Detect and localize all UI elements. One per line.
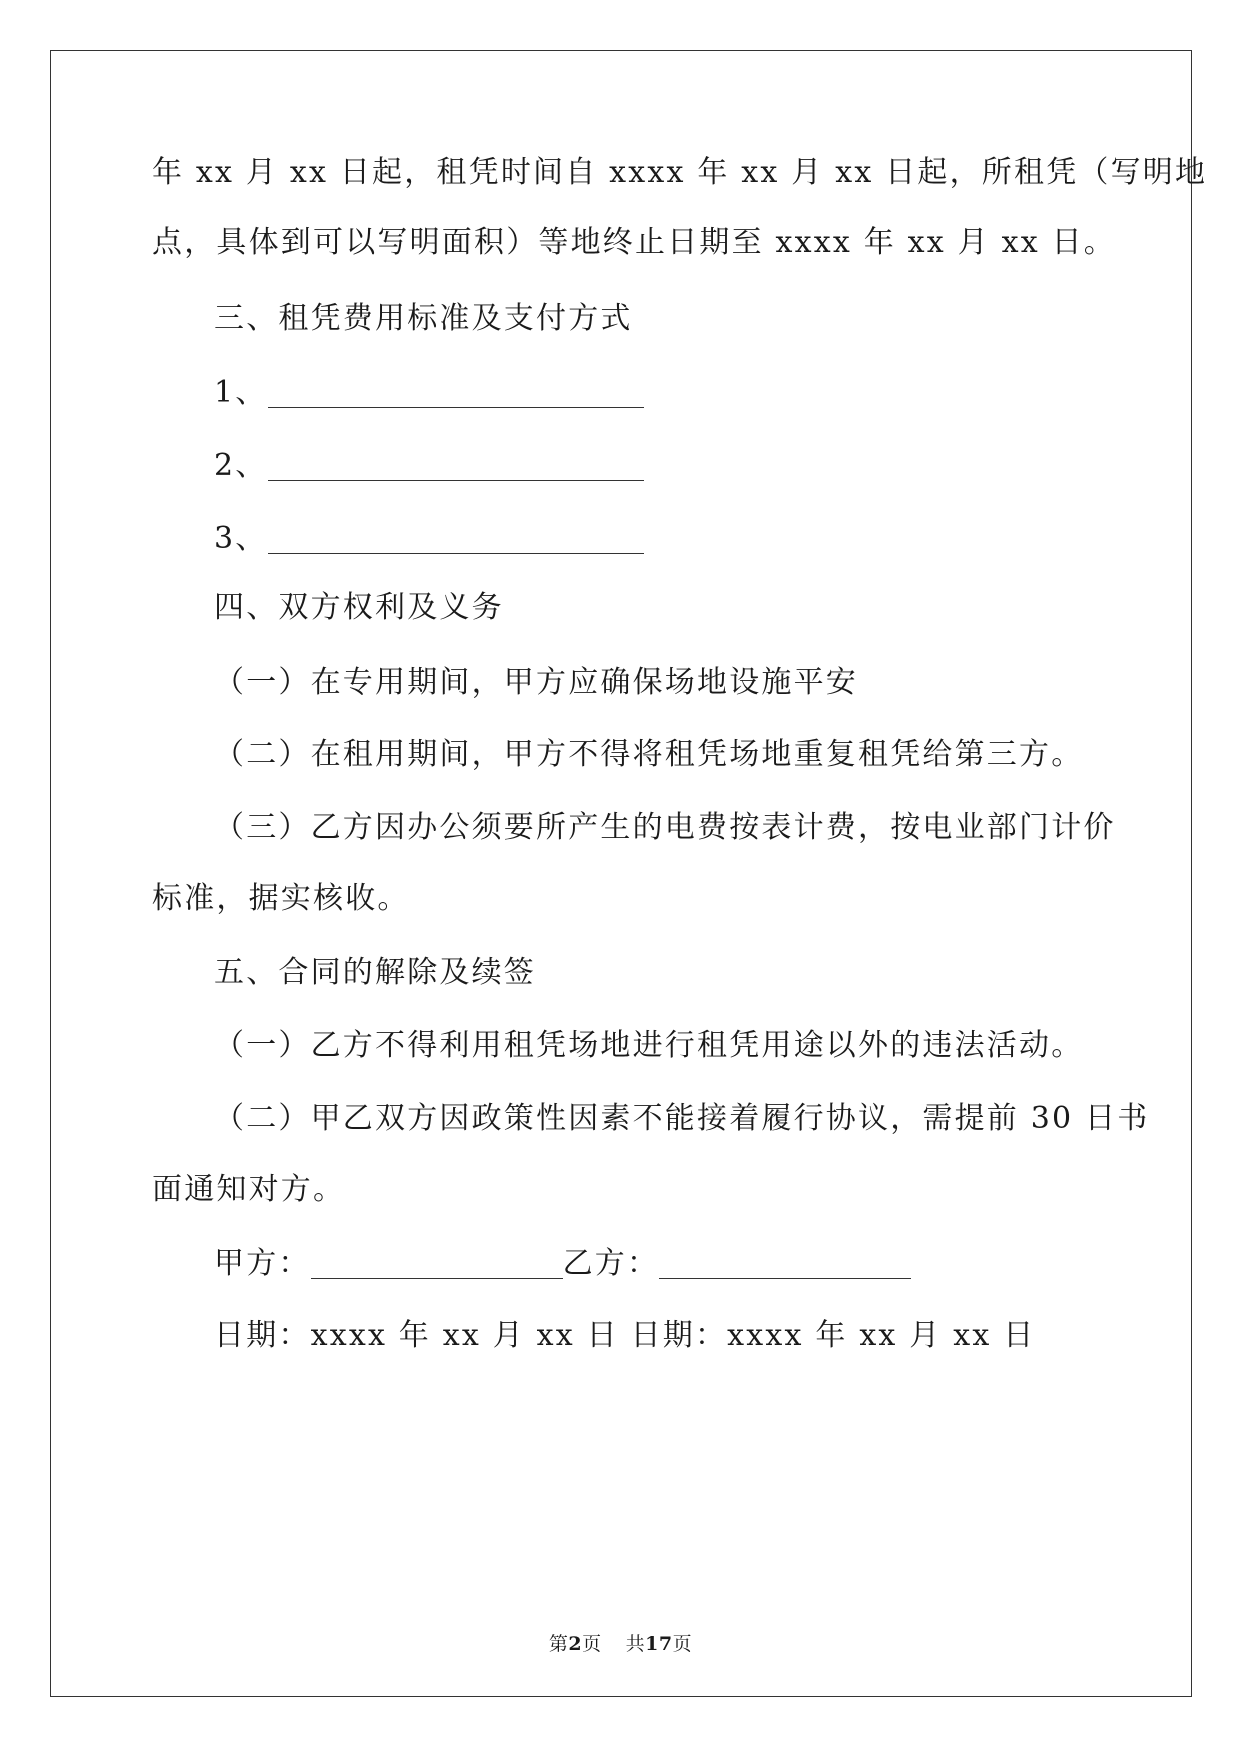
clause-text-continued: 标准，据实核收。 <box>152 881 410 916</box>
footer-total-prefix: 共 <box>625 1633 646 1655</box>
clause-text: （三）乙方因办公须要所产生的电费按表计费，按电业部门计价 <box>214 810 1116 845</box>
page-border <box>50 50 1192 1697</box>
section-heading-five: 五、合同的解除及续签 <box>214 955 536 990</box>
clause-text: （一）乙方不得利用租凭场地进行租凭用途以外的违法活动。 <box>214 1028 1084 1063</box>
clause-text: （二）甲乙双方因政策性因素不能接着履行协议，需提前 30 日书 <box>214 1101 1150 1136</box>
blank-item-1 <box>214 373 644 413</box>
footer-page-prefix: 第 <box>548 1633 569 1655</box>
item-number: 2、 <box>214 448 268 483</box>
page-footer <box>0 1632 1241 1656</box>
body-text-line: 点，具体到可以写明面积）等地终止日期至 xxxx 年 xx 月 xx 日。 <box>152 225 1116 260</box>
party-b-blank <box>659 1278 911 1279</box>
blank-item-3 <box>214 519 644 559</box>
clause-text: （一）在专用期间，甲方应确保场地设施平安 <box>214 665 858 700</box>
date-line: 日期：xxxx 年 xx 月 xx 日 日期：xxxx 年 xx 月 xx 日 <box>214 1318 1036 1353</box>
body-text-line: 年 xx 月 xx 日起，租凭时间自 xxxx 年 xx 月 xx 日起，所租凭（写明地 <box>152 155 1208 190</box>
section-heading-three: 三、租凭费用标准及支付方式 <box>214 301 633 336</box>
party-b-label: 乙方： <box>562 1246 660 1281</box>
party-a-blank <box>311 1278 563 1279</box>
section-heading-four: 四、双方权利及义务 <box>214 590 504 625</box>
footer-page-suffix: 页 <box>582 1633 602 1655</box>
fill-in-blank <box>268 553 644 554</box>
party-a-label: 甲方： <box>214 1246 311 1281</box>
item-number: 3、 <box>214 521 268 556</box>
footer-page-number: 2 <box>568 1633 583 1655</box>
clause-text-continued: 面通知对方。 <box>152 1172 346 1207</box>
blank-item-2 <box>214 446 644 486</box>
footer-total-suffix: 页 <box>672 1633 693 1655</box>
signature-line <box>214 1244 911 1284</box>
fill-in-blank <box>268 407 644 408</box>
item-number: 1、 <box>214 375 268 410</box>
fill-in-blank <box>268 480 644 481</box>
clause-text: （二）在租用期间，甲方不得将租凭场地重复租凭给第三方。 <box>214 737 1084 772</box>
footer-total-pages: 17 <box>645 1633 673 1655</box>
